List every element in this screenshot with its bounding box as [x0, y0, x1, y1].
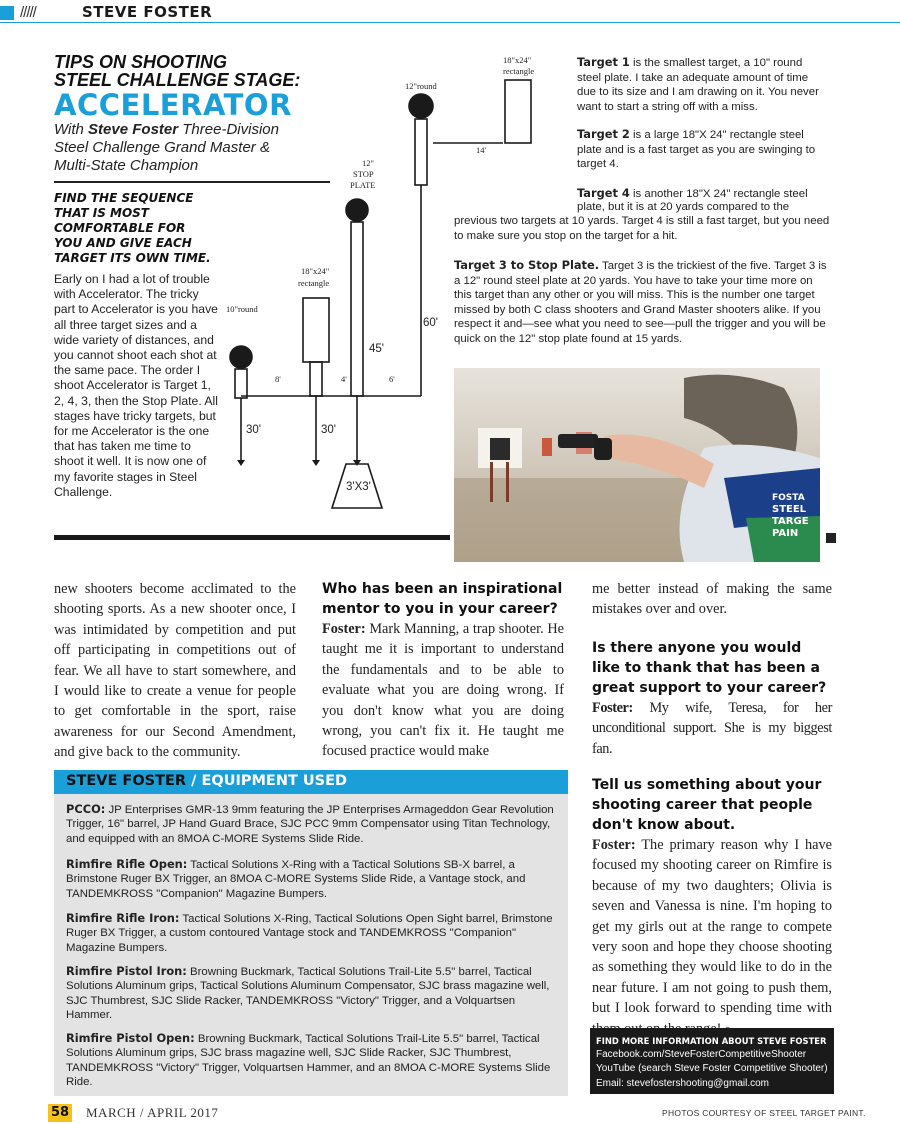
equipment-title	[66, 773, 347, 789]
question-unknown-fact: Tell us something about your shooting career that people don't know about.	[592, 777, 822, 834]
pullquote-line-1: FIND THE SEQUENCE	[54, 191, 194, 205]
section-separator-rule	[54, 535, 450, 540]
intro-paragraph: Early on I had a lot of trouble with Accelerator. The tricky part to Accelerator is you have all three target sizes and a wide variety of distances, and you cannot shoot each shot at the same pace. The order I shoot Accelerator is Target 1, 2, 4, 3, then the Stop Plate. All stages have tricky targets, but for me Accelerator is the one that has taken me time to shoot it well. It is now one of my favorite stages in Steel Challenge.	[54, 272, 218, 499]
photo-credit: PHOTOS COURTESY OF STEEL TARGET PAINT.	[662, 1108, 866, 1118]
answer-unknown-fact-speaker: Foster:	[592, 837, 636, 854]
target-3-plate	[409, 94, 433, 118]
pullquote-line-2: THAT IS MOST	[54, 206, 149, 220]
target-3-desc-head: Target 3 to Stop Plate.	[454, 258, 600, 272]
question-mentor: Who has been an inspirational mentor to you in your career?	[322, 581, 563, 617]
byline-line-2: Steel Challenge Grand Master &	[54, 139, 270, 156]
target-1-label: 10"round	[226, 304, 258, 314]
stop-plate-label-1: 12"	[362, 158, 374, 168]
body-column-1: new shooters become acclimated to the shooting sports. As a new shooter once, I was intimidated by competition and put off participating in competitions out of fear. We all have to start somewhere, and I would like to create a venue for people to get comfortable in the sport, raise awareness for our Second Amendment, and give back to the community.	[54, 581, 296, 761]
distance-4-label: 4'	[341, 374, 347, 384]
byline-name: Steve Foster	[88, 121, 179, 138]
stop-plate-label-3: PLATE	[350, 180, 376, 190]
target-4-desc-c: previous two targets at 10 yards. Target 4 is still a fast target, but you need to make sure you stop on the target for a hit.	[454, 215, 830, 242]
target-3-desc-text: Target 3 is the trickiest of the five. Target 3 is a 12" round steel plate at 20 yards. You have to take your time more on this target than any other or you will miss. This is the number one target missed by both C class shooters and Grand Master shooters alike. If you respect it and—see what you need to see—pull the trigger and you will be quick on the 12" stop plate found at 15 yards.	[454, 260, 827, 345]
equipment-item-rimfire-rifle-iron	[66, 911, 560, 955]
pullquote-line-5: TARGET ITS OWN TIME.	[54, 251, 211, 265]
shirt-text-4: PAIN	[772, 528, 799, 539]
equipment-item-text: Browning Buckmark, Tactical Solutions Trail-Lite 5.5" barrel, Tactical Solutions Aluminum grips, Tactical Solutions Aluminum Compensator, SJC brass magazine well, SJC Thumbrest, SJC Slide Racker, TANDEMKROSS "Victory" Trigger, and a Volquartsen Hammer.	[66, 966, 550, 1022]
shooter-photo	[454, 368, 820, 562]
target-2-plate	[303, 298, 329, 362]
target-4-desc-head: Target 4	[577, 186, 630, 200]
equipment-title-separator: /	[186, 773, 202, 789]
shirt-text-2: STEEL	[772, 504, 807, 515]
shooter-photo-illustration	[454, 368, 820, 562]
target-3-desc	[454, 258, 830, 347]
equipment-item-head: Rimfire Pistol Open:	[66, 1031, 195, 1045]
answer-mentor	[322, 619, 564, 762]
equipment-item-rimfire-pistol-open	[66, 1031, 560, 1090]
target-1-desc-head: Target 1	[577, 55, 630, 69]
contact-email[interactable]: Email: stevefostershooting@gmail.com	[596, 1077, 769, 1089]
answer-mentor-text: Mark Manning, a trap shooter. He taught me it is important to understand the fundamentals and to be able to evaluate what you are doing wrong. If you don't know what you are doing wrong, you can't fix it. He taught me focused practice would make	[322, 621, 564, 760]
equipment-item-rimfire-pistol-iron	[66, 964, 560, 1023]
equipment-item-head: Rimfire Pistol Iron:	[66, 964, 187, 978]
stage-name: ACCELERATOR	[54, 88, 292, 122]
byline-rest: Three-Division	[178, 121, 279, 138]
target-1-desc-text: is the smallest target, a 10" round steel plate. I take an adequate amount of time due to its size and I am drawing on it. You never want to start a string off with a miss.	[577, 57, 819, 113]
equipment-item-head: Rimfire Rifle Open:	[66, 857, 188, 871]
target-4-label-2: rectangle	[503, 66, 535, 76]
stop-plate-post	[351, 222, 363, 396]
target-2-label-2: rectangle	[298, 278, 330, 288]
target-2-post	[310, 362, 322, 396]
answer-thanks-speaker: Foster:	[592, 699, 633, 716]
equipment-item-rimfire-rifle-open	[66, 857, 560, 901]
target-3-label: 12"round	[405, 81, 437, 91]
distance-14-label: 14'	[476, 145, 487, 155]
answer-mentor-speaker: Foster:	[322, 621, 366, 637]
equipment-item-text: Tactical Solutions X-Ring, Tactical Solutions Open Sight barrel, Brimstone Ruger BX Trigger, a custom contoured Vantage stock and TANDEMKROSS "Companion" Magazine Bumpers.	[66, 913, 553, 954]
target-4-plate	[505, 80, 531, 143]
equipment-item-head: Rimfire Rifle Iron:	[66, 911, 180, 925]
target-2-label-1: 18"x24"	[301, 266, 330, 276]
contact-info-title: FIND MORE INFORMATION ABOUT STEVE FOSTER	[596, 1036, 827, 1046]
shirt-text-3: TARGE	[772, 516, 809, 527]
equipment-title-sub: EQUIPMENT USED	[201, 773, 348, 789]
header-title: STEVE FOSTER	[82, 3, 213, 21]
tips-heading-line-2: STEEL CHALLENGE STAGE:	[54, 70, 301, 90]
target-1-plate	[230, 346, 252, 368]
equipment-title-name: STEVE FOSTER	[66, 773, 187, 789]
target-1-post	[235, 369, 247, 398]
pullquote-line-3: COMFORTABLE FOR	[54, 221, 186, 235]
contact-youtube[interactable]: YouTube (search Steve Foster Competitive Shooter)	[596, 1063, 828, 1075]
equipment-item-text: Browning Buckmark, Tactical Solutions Trail-Lite 5.5" barrel, Tactical Solutions Aluminum grips, SJC brass magazine well, SJC Slide Racker, SJC Thumbrest, TANDEMKROSS "Victory" Trigger, Volquartsen Hammer, and an 8MOA C-MORE Systems Slide Ride.	[66, 1033, 551, 1089]
question-thanks: Is there anyone you would like to thank that has been a great support to your career?	[592, 639, 827, 696]
shooting-box-label: 3'X3'	[346, 481, 371, 493]
shirt-text-1: FOSTA	[772, 493, 805, 503]
arrow-30-left	[237, 460, 245, 466]
pullquote-line-4: YOU AND GIVE EACH	[54, 236, 192, 250]
distance-60-label: 60'	[423, 317, 438, 329]
issue-date: MARCH / APRIL 2017	[86, 1105, 219, 1120]
target-4-desc-text-a: is another 18"X 24" rectangle steel	[629, 188, 808, 200]
distance-30-right-label: 30'	[321, 424, 336, 436]
byline-prefix: With	[54, 121, 89, 138]
byline-line-3: Multi-State Champion	[54, 157, 199, 174]
target-4-label-1: 18"x24"	[503, 55, 532, 65]
contact-facebook[interactable]: Facebook.com/SteveFosterCompetitiveShooter	[596, 1049, 807, 1061]
equipment-item-pcco	[66, 802, 560, 846]
target-2-desc-text: is a large 18"X 24" rectangle steel plate and is a fast target as you are swinging to target 4.	[577, 129, 816, 171]
target-2-desc-head: Target 2	[577, 127, 630, 141]
equipment-item-head: PCCO:	[66, 802, 106, 816]
body-column-2	[322, 579, 564, 762]
arrow-45	[353, 460, 361, 466]
distance-45-label: 45'	[369, 343, 384, 355]
answer-unknown-fact-text: The primary reason why I have focused my shooting career on Rimfire is because of my two daughters; Olivia is seven and Vanessa is nine. I'm hoping to get my girls out at the range to compete very soon and hope they choose shooting as something they would like to do in the near future. I am not going to push them, but I look forward to spending time with	[592, 837, 832, 1017]
tips-heading-line-1: TIPS ON SHOOTING	[54, 52, 228, 72]
target-2-desc	[577, 127, 829, 172]
contact-info-box	[590, 1028, 834, 1094]
arrow-30-right	[312, 460, 320, 466]
equipment-item-text: JP Enterprises GMR-13 9mm featuring the JP Enterprises Armageddon Gear Revolution Trigger, 16" barrel, JP Hand Guard Brace, SJC PCC 9mm Compensator using Titan Technology, and equipped with an 8MOA C-MORE Systems Slide Ride.	[66, 804, 554, 845]
body-column-3	[592, 579, 832, 1039]
page-number: 58	[51, 1105, 70, 1120]
target-4-desc-b: plate, but it is at 20 yards compared to the	[577, 201, 790, 213]
distance-30-left-label: 30'	[246, 424, 261, 436]
stop-plate	[346, 199, 368, 221]
answer-thanks	[592, 698, 832, 759]
distance-8-label: 8'	[275, 374, 281, 384]
photo-end-mark	[826, 533, 836, 543]
answer-thanks-text: My wife, Teresa, for her unconditional support. She is my biggest fan.	[592, 699, 832, 757]
mentor-answer-continued: me better instead of making the same mistakes over and over.	[592, 581, 832, 618]
answer-unknown-fact	[592, 835, 832, 1039]
equipment-item-text: Tactical Solutions X-Ring with a Tactical Solutions SB-X barrel, a Brimstone Ruger BX Trigger, an 8MOA C-MORE Systems Slide Ride, a Vantage stock, and TANDEMKROSS "Companion" Magazine Bumpers.	[66, 859, 526, 900]
header-slashes: /////	[20, 4, 36, 21]
target-1-desc	[577, 55, 829, 114]
target-3-post	[415, 119, 427, 185]
distance-6-label: 6'	[389, 374, 395, 384]
stop-plate-label-2: STOP	[353, 169, 374, 179]
